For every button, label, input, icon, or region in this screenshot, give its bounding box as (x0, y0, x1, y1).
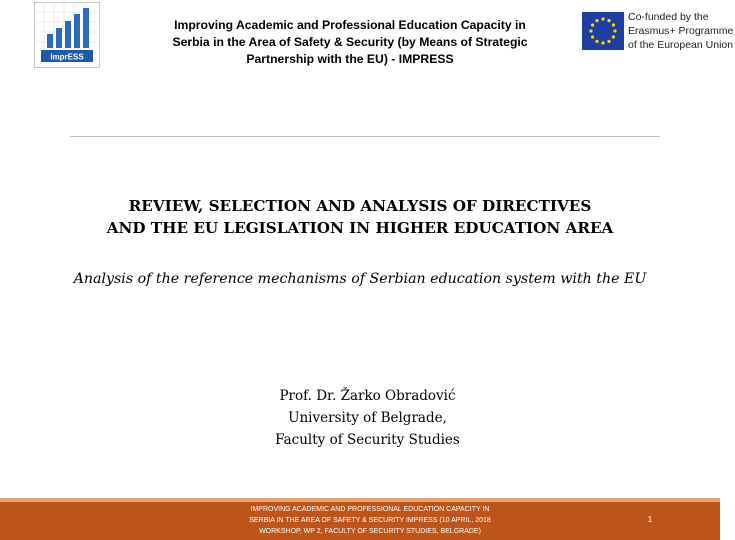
erasmus-logo (582, 10, 734, 56)
project-title (130, 17, 570, 68)
erasmus-caption-line: of the European Union (628, 39, 734, 51)
header-divider (70, 136, 660, 137)
project-title-line: Improving Academic and Professional Education Capacity in (174, 18, 526, 32)
eu-flag-icon (582, 10, 624, 52)
footer-caption-line: SERBIA IN THE AREA OF SAFETY & SECURITY IMPRESS (10 APRIL, 2018 (249, 517, 491, 524)
page-number: 1 (647, 514, 653, 524)
erasmus-caption (628, 10, 733, 52)
project-title-line: Serbia in the Area of Safety & Security (by Means of Strategic (172, 35, 528, 49)
footer-caption-line: IMPROVING ACADEMIC AND PROFESSIONAL EDUCATION CAPACITY IN (250, 506, 490, 513)
slide-subtitle: Analysis of the reference mechanisms of Serbian education system with the EU (73, 271, 647, 287)
impress-logo (34, 2, 100, 68)
author-block (0, 385, 735, 451)
footer-bar (0, 502, 720, 540)
slide-title-line: AND THE EU LEGISLATION IN HIGHER EDUCATION AREA (106, 219, 614, 237)
erasmus-caption-line: Co-funded by the (628, 11, 709, 23)
project-title-line: Partnership with the EU) - IMPRESS (246, 52, 454, 66)
erasmus-caption-line: Erasmus+ Programme (628, 25, 734, 37)
footer-caption (225, 504, 515, 537)
footer-caption-line: WORKSHOP, WP 2, FACULTY OF SECURITY STUDIES, BELGRADE) (259, 528, 481, 535)
slide-title-line: REVIEW, SELECTION AND ANALYSIS OF DIRECTIVES (128, 197, 592, 215)
slide-title (0, 195, 720, 239)
author-university: University of Belgrade, (288, 410, 447, 426)
author-name: Prof. Dr. Žarko Obradović (279, 388, 456, 404)
impress-logo-graphic (34, 2, 100, 68)
impress-logo-label: ImprESS (50, 52, 84, 62)
author-faculty: Faculty of Security Studies (275, 432, 460, 448)
